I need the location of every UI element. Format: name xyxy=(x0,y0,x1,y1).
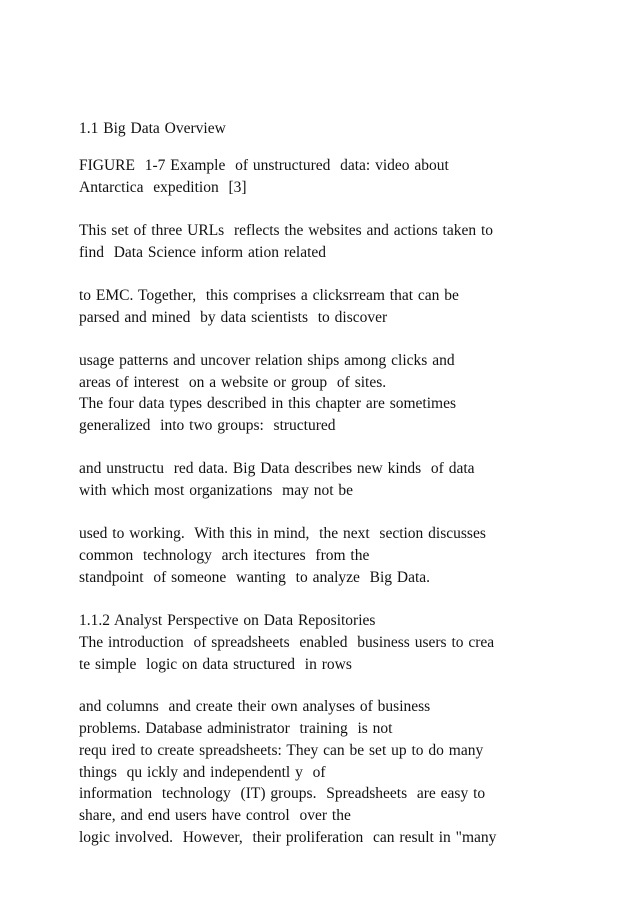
body-text-line: information technology (IT) groups. Spreadsheets are easy to xyxy=(79,785,486,802)
body-text-line: standpoint of someone wanting to analyze Big Data. xyxy=(79,569,431,586)
body-text-line: This set of three URLs reflects the websites and actions taken to xyxy=(79,222,494,239)
body-text-line: areas of interest on a website or group of sites. xyxy=(79,374,387,391)
body-text-line: common technology arch itectures from the xyxy=(79,547,370,564)
body-text-line: generalized into two groups: structured xyxy=(79,417,336,434)
figure-caption-line: FIGURE 1-7 Example of unstructured data: video about xyxy=(79,157,449,174)
body-text-line: logic involved. However, their proliferation can result in "many xyxy=(79,829,497,846)
body-text-line: and unstructu red data. Big Data describes new kinds of data xyxy=(79,460,475,477)
body-text-line: problems. Database administrator training is not xyxy=(79,720,393,737)
body-text-line: used to working. With this in mind, the next section discusses xyxy=(79,525,486,542)
body-text-line: usage patterns and uncover relation ships among clicks and xyxy=(79,352,455,369)
body-text-line: The introduction of spreadsheets enabled business users to crea xyxy=(79,634,495,651)
body-text-line: requ ired to create spreadsheets: They can be set up to do many xyxy=(79,742,484,759)
body-text-line: find Data Science inform ation related xyxy=(79,244,327,261)
body-text-line: to EMC. Together, this comprises a clicksrream that can be xyxy=(79,287,459,304)
body-text-line: things qu ickly and independentl y of xyxy=(79,764,326,781)
body-text-line: and columns and create their own analyses of business xyxy=(79,698,431,715)
body-text-line: The four data types described in this chapter are sometimes xyxy=(79,395,456,412)
body-text-line: te simple logic on data structured in rows xyxy=(79,656,352,673)
body-text-line: parsed and mined by data scientists to discover xyxy=(79,309,388,326)
body-text-line: share, and end users have control over the xyxy=(79,807,351,824)
section-heading: 1.1 Big Data Overview xyxy=(79,120,226,137)
subsection-heading: 1.1.2 Analyst Perspective on Data Repositories xyxy=(79,612,376,629)
figure-caption-line: Antarctica expedition [3] xyxy=(79,179,247,196)
body-text-line: with which most organizations may not be xyxy=(79,482,354,499)
